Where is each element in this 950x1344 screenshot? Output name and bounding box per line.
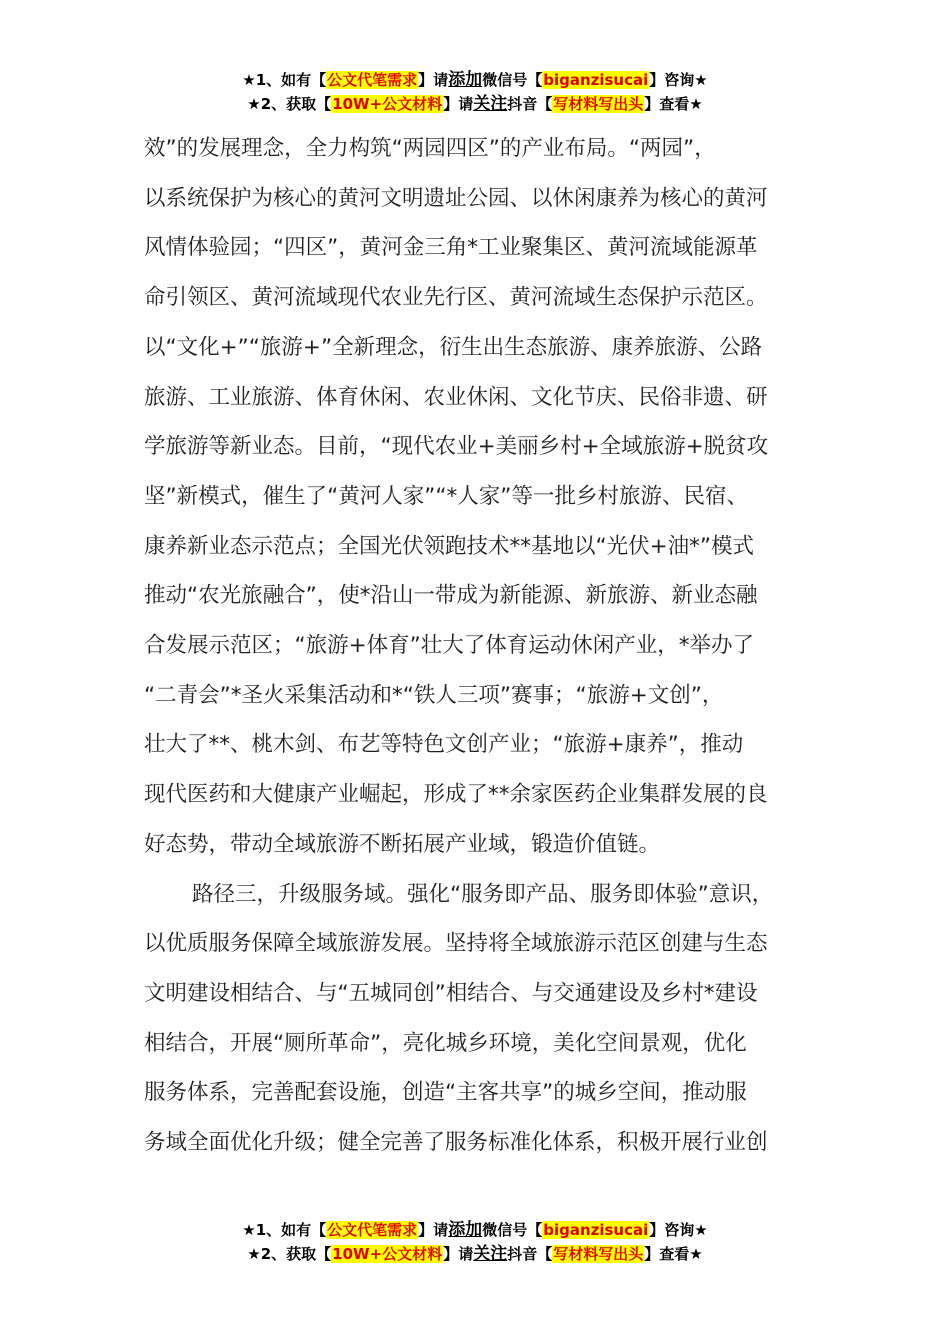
text-line: 学旅游等新业态。目前，“现代农业+美丽乡村+全域旅游+脱贫攻 (144, 434, 769, 460)
text-line: 务域全面优化升级；健全完善了服务标准化体系，积极开展行业创 (144, 1130, 768, 1156)
text-line: 合发展示范区；“旅游+体育”壮大了体育运动休闲产业，*举办了 (144, 633, 755, 659)
douyin-id: 写材料写出头 (553, 95, 644, 113)
paragraph-1 (144, 124, 816, 870)
wechat-id: biganzisucai (543, 1221, 649, 1239)
text-line: 风情体验园；“四区”，黄河金三角*工业聚集区、黄河流域能源革 (144, 235, 758, 261)
banner-line-1 (0, 1218, 950, 1242)
highlight-text: 10W+公文材料 (332, 95, 443, 113)
banner-text: 】咨询★ (649, 71, 708, 89)
banner-text: 】请 (418, 1221, 449, 1239)
banner-text: ★2、获取【 (247, 95, 332, 113)
banner-text: 微信号【 (482, 1221, 543, 1239)
wechat-id: biganzisucai (543, 71, 649, 89)
douyin-id: 写材料写出头 (553, 1245, 644, 1263)
banner-text: 】请 (443, 95, 474, 113)
banner-text: 抖音【 (507, 95, 553, 113)
text-line: 以“文化+”“旅游+”全新理念，衍生出生态旅游、康养旅游、公路 (144, 334, 763, 360)
banner-text: ★1、如有【 (242, 71, 327, 89)
paragraph-2 (144, 870, 816, 1168)
text-line: “二青会”*圣火采集活动和*“铁人三项”赛事；“旅游+文创”， (144, 682, 724, 708)
banner-text: 】查看★ (644, 95, 703, 113)
text-line: 康养新业态示范点；全国光伏领跑技术**基地以“光伏+油*”模式 (144, 533, 755, 559)
text-line: 以优质服务保障全域旅游发展。坚持将全域旅游示范区创建与生态 (144, 931, 768, 957)
text-line: 服务体系，完善配套设施，创造“主客共享”的城乡空间，推动服 (144, 1080, 747, 1106)
banner-text: 】查看★ (644, 1245, 703, 1263)
banner-text: 】咨询★ (649, 1221, 708, 1239)
banner-text: 抖音【 (507, 1245, 553, 1263)
banner-text: ★1、如有【 (242, 1221, 327, 1239)
underlined-text: 关注 (473, 94, 508, 114)
text-line: 路径三，升级服务域。强化“服务即产品、服务即体验”意识， (192, 881, 774, 907)
highlight-text: 公文代笔需求 (327, 1221, 418, 1239)
banner-line-2 (0, 92, 950, 116)
banner-line-2 (0, 1242, 950, 1266)
banner-text: 微信号【 (482, 71, 543, 89)
underlined-text: 添加 (448, 70, 483, 90)
text-line: 好态势，带动全域旅游不断拓展产业域，锻造价值链。 (144, 831, 661, 857)
text-line: 文明建设相结合、与“五城同创”相结合、与交通建设及乡村*建设 (144, 980, 758, 1006)
text-line: 效”的发展理念，全力构筑“两园四区”的产业布局。“两园”， (144, 136, 716, 161)
text-line: 现代医药和大健康产业崛起，形成了**余家医药企业集群发展的良 (144, 782, 768, 808)
text-line: 相结合，开展“厕所革命”，亮化城乡环境，美化空间景观，优化 (144, 1030, 747, 1056)
footer-banner (0, 1218, 950, 1266)
underlined-text: 关注 (473, 1244, 508, 1264)
header-banner (0, 68, 950, 116)
banner-text: 】请 (443, 1245, 474, 1263)
text-line: 推动“农光旅融合”，使*沿山一带成为新能源、新旅游、新业态融 (144, 583, 758, 609)
text-line: 命引领区、黄河流域现代农业先行区、黄河流域生态保护示范区。 (144, 285, 768, 311)
text-line: 旅游、工业旅游、体育休闲、农业休闲、文化节庆、民俗非遗、研 (144, 384, 768, 410)
text-line: 壮大了**、桃木剑、布艺等特色文创产业；“旅游+康养”，推动 (144, 732, 744, 758)
text-line: 坚”新模式，催生了“黄河人家”“*人家”等一批乡村旅游、民宿、 (144, 483, 748, 509)
banner-text: 】请 (418, 71, 449, 89)
banner-text: ★2、获取【 (247, 1245, 332, 1263)
text-line: 以系统保护为核心的黄河文明遗址公园、以休闲康养为核心的黄河 (144, 185, 768, 211)
document-body (144, 124, 816, 1168)
highlight-text: 10W+公文材料 (332, 1245, 443, 1263)
banner-line-1 (0, 68, 950, 92)
highlight-text: 公文代笔需求 (327, 71, 418, 89)
underlined-text: 添加 (448, 1220, 483, 1240)
